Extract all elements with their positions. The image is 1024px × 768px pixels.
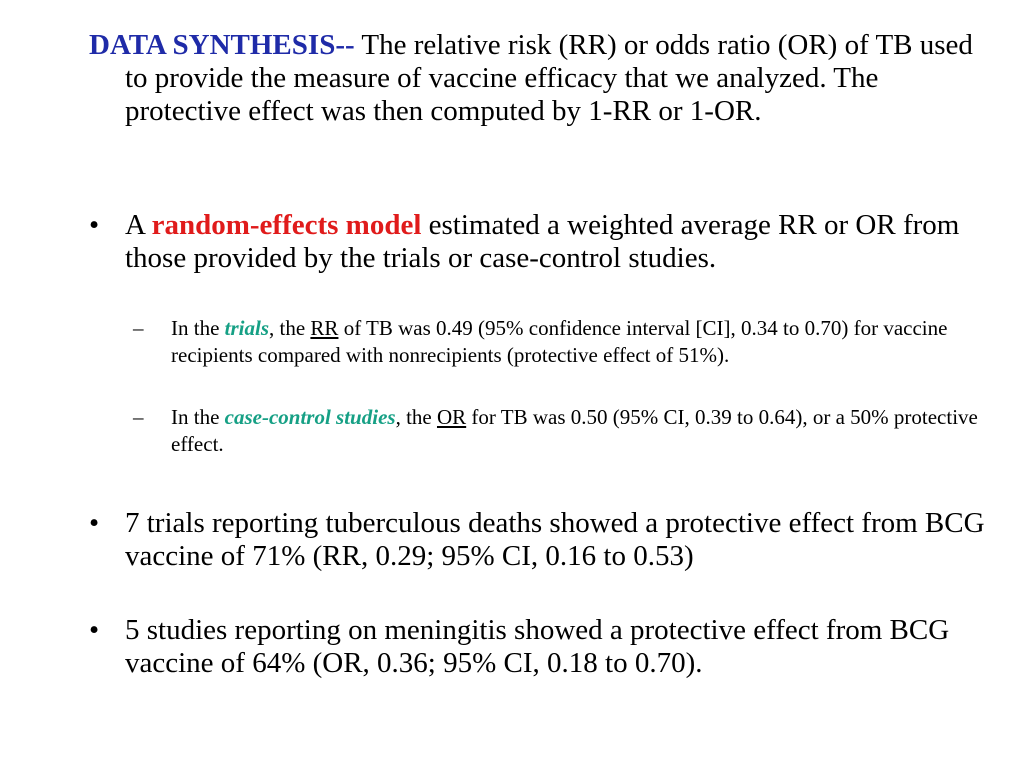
intro-paragraph xyxy=(89,29,995,128)
bullet-text-post: estimated a weighted average RR or OR from those provided by the trials or case-control studies. xyxy=(125,209,960,274)
bullet-text: 5 studies reporting on meningitis showed a protective effect from BCG vaccine of 64% (OR, 0.36; 95% CI, 0.18 to 0.70). xyxy=(125,614,950,679)
intro-text: The relative risk (RR) or odds ratio (OR) of TB used to provide the measure of vaccine efficacy that we analyzed. The protective effect was then computed by 1-RR or 1-OR. xyxy=(125,29,973,127)
bullet-meningitis xyxy=(89,614,985,680)
bullet-text-pre: A xyxy=(125,209,152,241)
subbullet-text-mid: , the xyxy=(269,316,311,340)
bullet-icon: • xyxy=(89,209,100,241)
subbullet-text-post: of TB was 0.49 (95% confidence interval [CI], 0.34 to 0.70) for vaccine recipients compared with nonrecipients (protective effect of 51%). xyxy=(171,316,948,367)
bullet-random-effects xyxy=(89,209,985,275)
subbullet-trials xyxy=(133,315,986,369)
subbullet-case-control xyxy=(133,404,986,458)
bullet-tuberculous-deaths xyxy=(89,507,985,573)
dash-icon: – xyxy=(133,405,144,429)
subbullet-highlight: case-control studies xyxy=(224,405,396,429)
subbullet-highlight: trials xyxy=(224,316,270,340)
subbullet-text-pre: In the xyxy=(171,316,225,340)
subbullet-text-pre: In the xyxy=(171,405,225,429)
bullet-highlight: random-effects model xyxy=(151,209,422,241)
dash-icon: – xyxy=(133,316,144,340)
section-heading: DATA SYNTHESIS-- xyxy=(89,29,355,61)
bullet-text: 7 trials reporting tuberculous deaths showed a protective effect from BCG vaccine of 71% (RR, 0.29; 95% CI, 0.16 to 0.53) xyxy=(125,507,985,572)
subbullet-text-mid: , the xyxy=(395,405,437,429)
bullet-icon: • xyxy=(89,507,100,539)
subbullet-text-post: for TB was 0.50 (95% CI, 0.39 to 0.64), or a 50% protective effect. xyxy=(171,405,978,456)
bullet-icon: • xyxy=(89,614,100,646)
subbullet-term: RR xyxy=(310,316,339,340)
subbullet-term: OR xyxy=(436,405,467,429)
